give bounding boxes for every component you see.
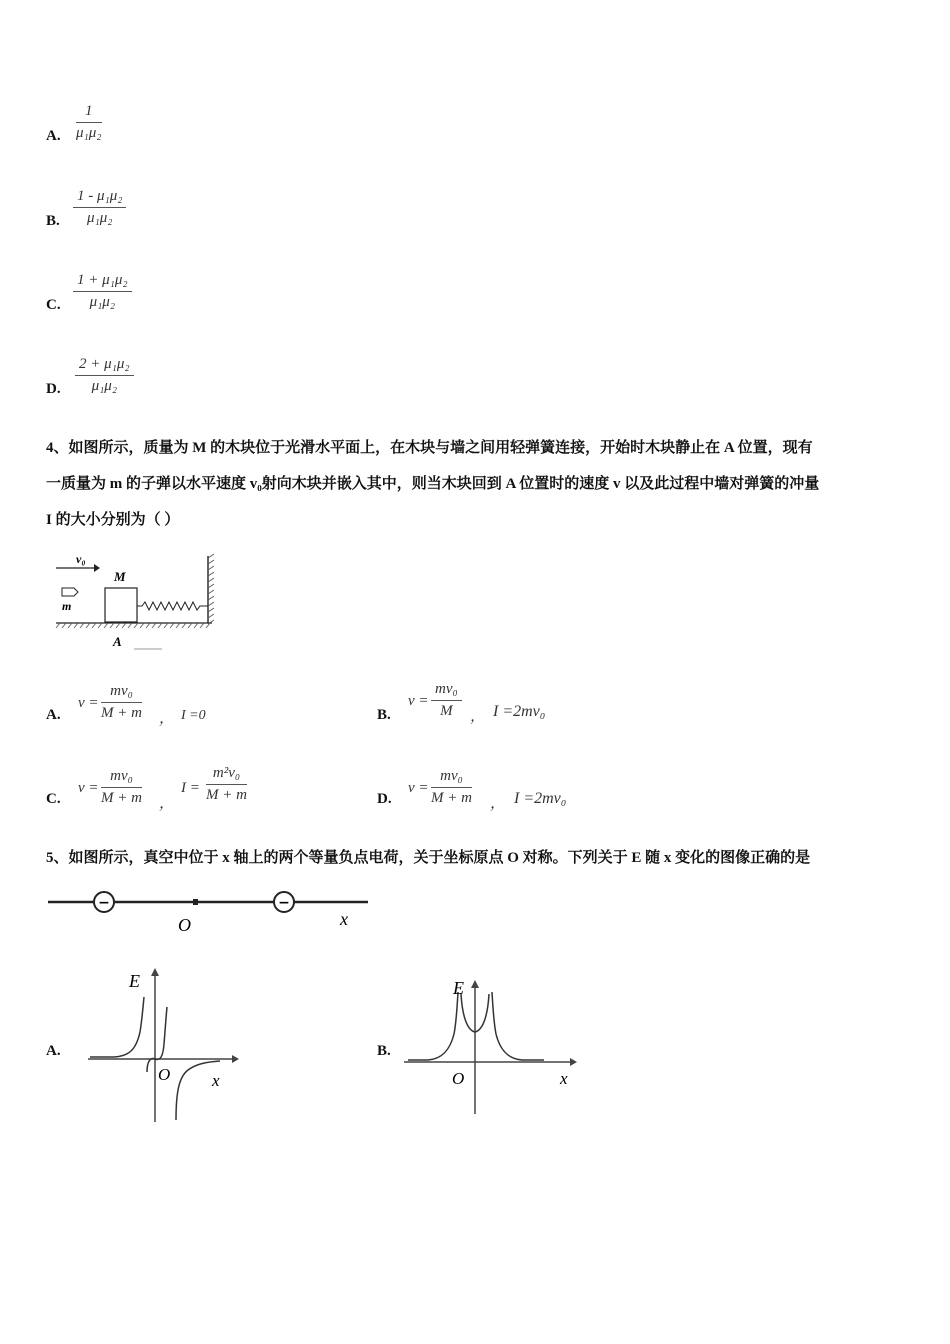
q3-option-d-numerator: 2 + μ₁μ₂ [75, 356, 134, 376]
q3-option-c-label: C. [46, 297, 61, 313]
q4-option-c-v-fraction [101, 768, 142, 807]
block-M [105, 588, 137, 622]
graph-a-x-arrow [232, 1055, 239, 1063]
q4-option-b-v-fraction [431, 681, 462, 720]
q4-option-b-v-lhs: v = [408, 693, 429, 709]
graph-a-curve-middle [147, 1007, 167, 1072]
q4-line-3: I 的大小分别为（ ） [46, 512, 180, 528]
q4-option-a-label: A. [46, 707, 61, 723]
graph-a-e-label: E [129, 971, 140, 991]
q4-option-b-impulse: I =2mv₀ [493, 703, 546, 720]
q4-option-c-label: C. [46, 791, 61, 807]
q5-option-a-graph [84, 962, 244, 1127]
q3-option-c-denominator: μ₁μ₂ [89, 294, 116, 310]
q4-option-a-sep: ， [159, 711, 175, 727]
graph-b-e-label: E [453, 978, 464, 998]
wall-hatch [208, 554, 214, 624]
graph-b-y-arrow [471, 980, 479, 988]
q4-option-d-sep: ， [490, 796, 506, 812]
q5-axis-figure [44, 885, 374, 941]
axis-x-label: x [340, 909, 348, 929]
graph-a-o-label: O [158, 1065, 171, 1084]
charge-right-sign: − [278, 895, 290, 911]
graph-b-curve-left [408, 992, 458, 1060]
q4-option-d-label: D. [377, 791, 392, 807]
q3-option-b-numerator: 1 - μ₁μ₂ [73, 188, 126, 208]
position-A-label: A [113, 634, 122, 649]
q3-option-a-denominator: μ₁μ₂ [76, 125, 102, 141]
charge-left-sign: − [98, 895, 110, 911]
q4-option-d-v-fraction [431, 768, 472, 807]
q3-option-b-label: B. [46, 213, 60, 229]
q4-option-a-v-fraction [101, 683, 142, 722]
q4-option-b-label: B. [377, 707, 391, 723]
origin-label: O [178, 915, 191, 935]
q4-option-d-v-num: mv₀ [431, 768, 472, 788]
q4-option-c-v-num: mv₀ [101, 768, 142, 788]
q3-option-a-numerator: 1 [76, 103, 102, 123]
q4-option-a-impulse: I =0 [181, 708, 206, 723]
graph-a-y-arrow [151, 968, 159, 976]
graph-a-curve-right [176, 1061, 220, 1120]
q4-option-c-v-den: M + m [101, 790, 142, 806]
spring [137, 602, 208, 610]
graph-b-x-label: x [560, 1069, 568, 1088]
q4-option-a-v-num: mv₀ [101, 683, 142, 703]
q4-question-text [46, 430, 916, 538]
q4-option-a-v-den: M + m [101, 705, 142, 721]
q4-option-d-impulse: I =2mv₀ [514, 790, 567, 807]
q3-option-d-denominator: μ₁μ₂ [91, 378, 118, 394]
q4-option-d-v-den: M + m [431, 790, 472, 806]
graph-a-curve-left [90, 997, 144, 1057]
graph-a-x-label: x [212, 1071, 220, 1090]
q4-option-b-v-num: mv₀ [431, 681, 462, 701]
q4-option-c-i-lhs: I = [181, 780, 200, 796]
q4-option-b-sep: ， [470, 709, 486, 725]
q4-option-c-sep: ， [159, 796, 175, 812]
q4-line-2: 一质量为 m 的子弹以水平速度 v₀射向木块并嵌入其中，则当木块回到 A 位置时的速度 v 以及此过程中墙对弹簧的冲量 [46, 476, 820, 492]
v0-label: v₀ [76, 552, 86, 566]
q4-option-c-i-num: m²v₀ [206, 765, 247, 785]
q4-option-b-v-den: M [440, 703, 453, 719]
q5-option-b-graph [400, 972, 582, 1120]
q5-question-text: 5、如图所示，真空中位于 x 轴上的两个等量负点电荷，关于坐标原点 O 对称。下列关于 E 随 x 变化的图像正确的是 [46, 850, 811, 866]
q3-option-a-fraction [76, 103, 102, 142]
graph-b-o-label: O [452, 1069, 465, 1088]
q4-option-a-v-lhs: v = [78, 695, 99, 711]
floor-hatch [56, 623, 210, 628]
q3-option-d-fraction [75, 356, 134, 395]
q3-option-d-label: D. [46, 381, 61, 397]
bullet-shape [62, 588, 78, 596]
block-M-label: M [114, 569, 126, 584]
q4-option-c-i-den: M + m [206, 787, 247, 803]
q4-line-1: 4、如图所示，质量为 M 的木块位于光滑水平面上，在木块与墙之间用轻弹簧连接，开始时木块静止在 A 位置，现有 [46, 440, 813, 456]
velocity-arrowhead [94, 564, 100, 572]
q3-option-b-denominator: μ₁μ₂ [86, 210, 113, 226]
bullet-m-label: m [62, 599, 72, 613]
q4-option-d-v-lhs: v = [408, 780, 429, 796]
q3-option-c-fraction [73, 272, 132, 311]
q5-option-a-label: A. [46, 1043, 61, 1059]
q4-option-c-i-fraction [206, 765, 247, 804]
q4-option-c-v-lhs: v = [78, 780, 99, 796]
graph-b-x-arrow [570, 1058, 577, 1066]
q3-option-a-label: A. [46, 128, 61, 144]
q3-option-b-fraction [73, 188, 126, 227]
origin-point [193, 899, 198, 905]
q5-option-b-label: B. [377, 1043, 391, 1059]
graph-b-curve-right [492, 992, 544, 1060]
q3-option-c-numerator: 1 + μ₁μ₂ [73, 272, 132, 292]
q4-figure-block-spring [50, 548, 230, 658]
